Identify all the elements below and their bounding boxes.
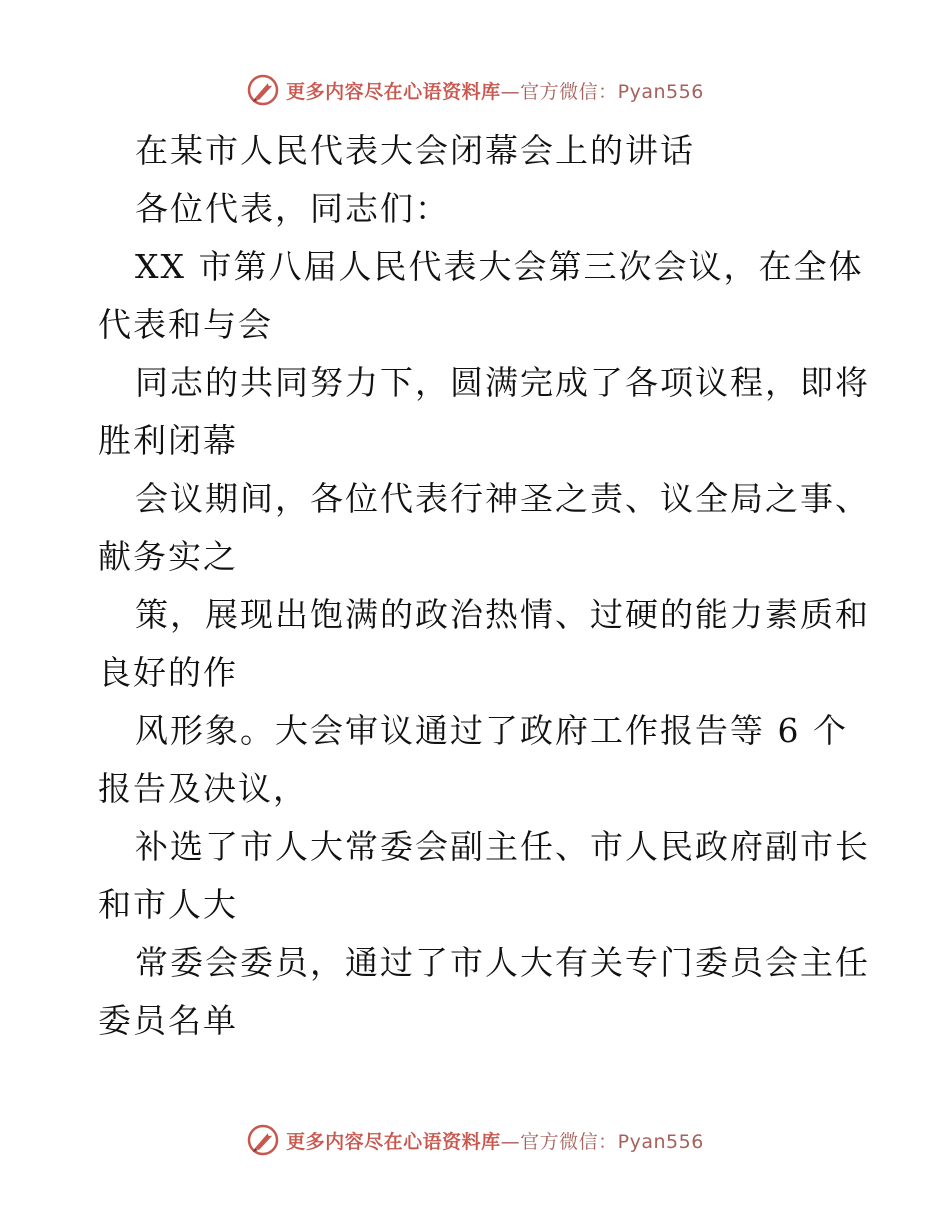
header-watermark (0, 70, 950, 110)
paragraph-line: 献务实之 (98, 537, 238, 576)
pen-logo-icon (246, 73, 280, 107)
paragraph-line: 同志的共同努力下，圆满完成了各项议程，即将 (135, 363, 870, 402)
paragraph-line: 常委会委员，通过了市人大有关专门委员会主任 (135, 943, 870, 982)
document-title: 在某市人民代表大会闭幕会上的讲话 (135, 131, 695, 170)
paragraph-line: 良好的作 (98, 653, 238, 692)
footer-watermark (0, 1120, 950, 1160)
paragraph-line: 胜利闭幕 (98, 421, 238, 460)
paragraph-line: 会议期间，各位代表行神圣之责、议全局之事、 (135, 479, 870, 518)
paragraph-line: 报告及决议， (98, 769, 308, 808)
paragraph-line: 委员名单 (98, 1001, 238, 1040)
paragraph-line: 风形象。大会审议通过了政府工作报告等 6 个 (135, 711, 848, 750)
paragraph-line: 和市人大 (98, 885, 238, 924)
paragraph-line: 代表和与会 (98, 305, 273, 344)
paragraph-line: 补选了市人大常委会副主任、市人民政府副市长 (135, 827, 870, 866)
watermark-lead: 更多内容尽在心语资料库 (286, 1130, 501, 1153)
salutation: 各位代表，同志们： (135, 189, 450, 228)
paragraph-line: XX 市第八届人民代表大会第三次会议，在全体 (135, 247, 864, 286)
watermark-contact: 官方微信：Pyan556 (520, 1130, 704, 1153)
pen-logo-icon (246, 1123, 280, 1157)
paragraph-line: 策，展现出饱满的政治热情、过硬的能力素质和 (135, 595, 870, 634)
document-body (98, 122, 870, 1050)
watermark-dash: — (500, 80, 521, 103)
watermark-text (286, 77, 704, 104)
watermark-lead: 更多内容尽在心语资料库 (286, 80, 501, 103)
watermark-text (286, 1127, 704, 1154)
watermark-contact: 官方微信：Pyan556 (520, 80, 704, 103)
watermark-dash: — (500, 1130, 521, 1153)
